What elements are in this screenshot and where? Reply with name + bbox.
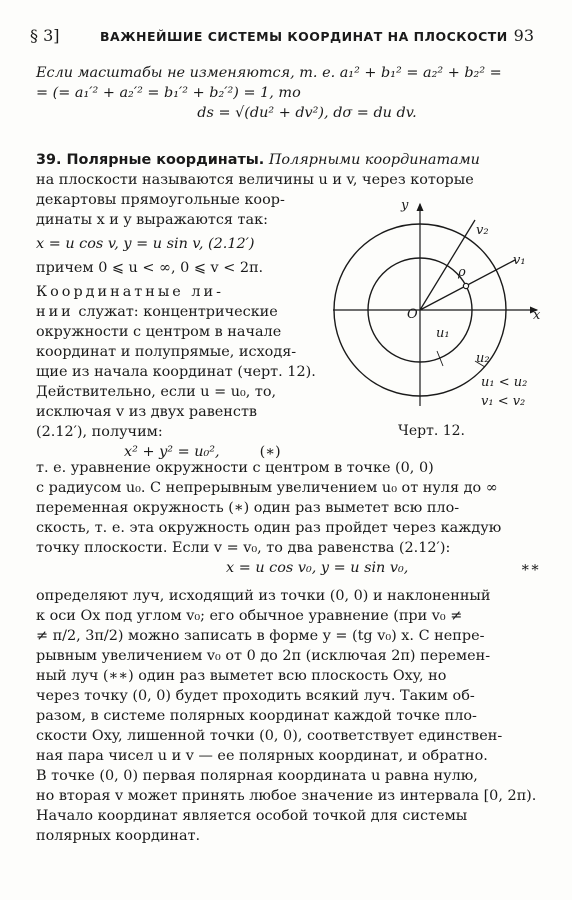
text-line: рывным увеличением v₀ от 0 до 2π (исключая 2π) перемен- bbox=[36, 648, 491, 664]
chapter-title: ВАЖНЕЙШИЕ СИСТЕМЫ КООРДИНАТ НА ПЛОСКОСТИ bbox=[100, 29, 508, 44]
text-line: т. е. уравнение окружности с центром в точке (0, 0) bbox=[36, 460, 434, 476]
text-line: В точке (0, 0) первая полярная координата u равна нулю, bbox=[36, 768, 478, 784]
v2-label: v₂ bbox=[476, 223, 489, 238]
ray-equation: x = u cos v₀, y = u sin v₀, bbox=[226, 560, 409, 576]
text-line: точку плоскости. Если v = v₀, то два равенства (2.12′): bbox=[36, 540, 451, 556]
v1-label: v₁ bbox=[513, 253, 526, 268]
equation-tag: ∗∗ bbox=[520, 560, 540, 576]
rho-label: ρ bbox=[458, 265, 466, 280]
text-line: ная пара чисел u и v — ее полярных координат, и обратно. bbox=[36, 748, 488, 764]
equation-2-12: x = u cos v, y = u sin v, (2.12′) bbox=[36, 236, 255, 252]
text-line: щие из начала координат (черт. 12). bbox=[36, 364, 316, 380]
text-line: Действительно, если u = u₀, то, bbox=[36, 384, 277, 400]
text-line: полярных координат. bbox=[36, 828, 201, 844]
point-rho bbox=[463, 283, 468, 288]
section-39-intro bbox=[36, 150, 538, 190]
figure-caption: Черт. 12. bbox=[398, 423, 465, 439]
text-line: Начало координат является особой точкой для системы bbox=[36, 808, 468, 824]
spaced-word: нии bbox=[36, 304, 74, 320]
origin-label: O bbox=[407, 307, 418, 322]
section-heading: 39. Полярные координаты. bbox=[36, 152, 265, 168]
text-line: причем 0 ⩽ u < ∞, 0 ⩽ v < 2π. bbox=[36, 260, 264, 276]
y-axis-label: y bbox=[401, 198, 409, 213]
text-line: на плоскости называются величины u и v, через которые bbox=[36, 172, 474, 188]
circle-equation: x² + y² = u₀², bbox=[124, 444, 220, 460]
running-header bbox=[30, 26, 534, 48]
text-line: скости Oxy, лишенной точки (0, 0), соответствует единствен- bbox=[36, 728, 503, 744]
text-line: Координатные ли- bbox=[36, 284, 224, 300]
text-line: Если масштабы не изменяются, т. е. a₁² + b₁² = a₂² + b₂² = bbox=[36, 65, 502, 81]
text-line: окружности с центром в начале bbox=[36, 324, 282, 340]
paragraph-circle bbox=[36, 458, 538, 578]
figure-12-polar bbox=[325, 196, 547, 448]
text-line: координат и полупрямые, исходя- bbox=[36, 344, 297, 360]
text-line: ный луч (∗∗) один раз выметет всю плоскость Oxy, но bbox=[36, 668, 447, 684]
ray-v2 bbox=[420, 220, 475, 310]
text-line: разом, в системе полярных координат каждой точке пло- bbox=[36, 708, 477, 724]
text-line: декартовы прямоугольные коор- bbox=[36, 192, 285, 208]
text-line: определяют луч, исходящий из точки (0, 0) и наклоненный bbox=[36, 588, 491, 604]
equation-tag: (∗) bbox=[259, 444, 281, 460]
text-line: через точку (0, 0) будет проходить всякий луч. Таким об- bbox=[36, 688, 475, 704]
text-line: переменная окружность (∗) один раз выметет всю пло- bbox=[36, 500, 460, 516]
paragraph-ray bbox=[36, 586, 538, 846]
formula-ds: ds = √(du² + dv²), dσ = du dv. bbox=[197, 105, 417, 121]
section-39-left-column bbox=[36, 190, 316, 462]
text-line: к оси Ox под углом v₀; его обычное уравнение (при v₀ ≠ bbox=[36, 608, 463, 624]
text-line: исключая v из двух равенств bbox=[36, 404, 258, 420]
page-number: 93 bbox=[513, 26, 534, 45]
text-line: = (= a₁′² + a₂′² = b₁′² + b₂′²) = 1, то bbox=[36, 85, 301, 101]
u1-label: u₁ bbox=[436, 326, 450, 341]
text-line: динаты x и y выражаются так: bbox=[36, 212, 268, 228]
section-number: § 3] bbox=[30, 26, 60, 45]
condition-v: v₁ < v₂ bbox=[481, 394, 526, 409]
text-line: (2.12′), получим: bbox=[36, 424, 163, 440]
text-line: с радиусом u₀. С непрерывным увеличением u₀ от нуля до ∞ bbox=[36, 480, 498, 496]
u2-label: u₂ bbox=[476, 351, 490, 366]
text-line: служат: концентрические bbox=[73, 304, 278, 320]
intro-paragraph bbox=[36, 63, 538, 123]
text-line: но вторая v может принять любое значение из интервала [0, 2π). bbox=[36, 788, 537, 804]
term-polar-coords: Полярными координатами bbox=[268, 152, 480, 168]
text-line: скость, т. е. эта окружность один раз пройдет через каждую bbox=[36, 520, 502, 536]
text-line: ≠ π/2, 3π/2) можно записать в форме y = (tg v₀) x. С непре- bbox=[36, 628, 485, 644]
condition-u: u₁ < u₂ bbox=[481, 375, 528, 390]
x-axis-label: x bbox=[533, 308, 541, 323]
